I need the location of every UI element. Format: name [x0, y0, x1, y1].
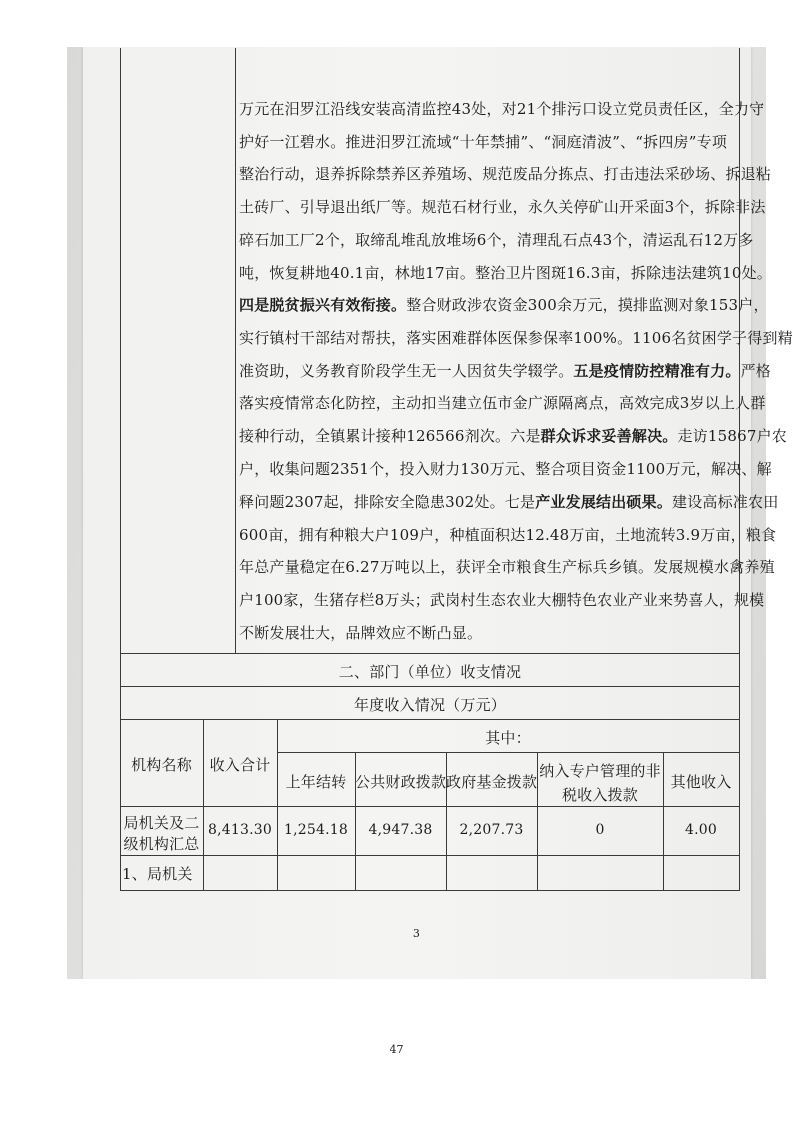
section-title: 二、部门（单位）收支情况 — [338, 663, 522, 681]
section-bottom-border — [120, 686, 740, 687]
paragraph-line-3: 整治行动，退养拆除禁养区养殖场、规范废品分拣点、打击违法采砂场、拆退粘 — [239, 165, 772, 183]
paragraph-line-1: 万元在汨罗江沿线安装高清监控43处，对21个排污口设立党员责任区，全力守 — [239, 100, 765, 118]
page-number: 3 — [412, 927, 421, 940]
row1-other: 4.00 — [685, 822, 717, 838]
paragraph-column-divider — [235, 48, 236, 653]
paragraph-line-14: 600亩，拥有种粮大户109户，种植面积达12.48万亩，土地流转3.9万亩，粮食 — [239, 526, 777, 544]
paragraph-line-9: 准资助，义务教育阶段学生无一人因贫失学辍学。五是疫情防控精准有力。严格 — [239, 362, 772, 380]
subheader-divider — [277, 752, 739, 753]
row1-total: 8,413.30 — [208, 822, 272, 838]
footer-number: 47 — [389, 1043, 404, 1056]
row2-bottom-border — [120, 890, 740, 891]
row1-org-line1: 局机关及二 — [123, 814, 200, 832]
row1-gov-fund: 2,207.73 — [459, 822, 524, 838]
header-nontax-line1: 纳入专户管理的非 — [539, 762, 661, 780]
paragraph-line-4: 土砖厂、引导退出纸厂等。规范石材行业，永久关停矿山开采面3个，拆除非法 — [239, 198, 766, 216]
paragraph-line-6: 吨，恢复耕地40.1亩，林地17亩。整治卫片图斑16.3亩，拆除违法建筑10处。 — [239, 264, 772, 282]
header-public-finance: 公共财政拨款 — [355, 773, 447, 791]
header-other-income: 其他收入 — [670, 773, 732, 791]
header-nontax-line2: 税收入拨款 — [561, 786, 638, 804]
header-total-income: 收入合计 — [209, 756, 271, 774]
paragraph-line-2: 护好一江碧水。推进汨罗江流域“十年禁捕”、“洞庭清波”、“拆四房”专项 — [239, 133, 728, 151]
row1-nontax: 0 — [595, 822, 605, 838]
section-top-border — [120, 653, 740, 654]
table-title: 年度收入情况（万元） — [353, 696, 506, 714]
header-gov-fund: 政府基金拨款 — [446, 773, 538, 791]
header-bottom-border — [120, 806, 740, 807]
paragraph-line-12: 户，收集问题2351个，投入财力130万元、整合项目资金1100万元，解决、解 — [239, 460, 772, 478]
paragraph-line-16: 户100家，生猪存栏8万头；武岗村生态农业大棚特色农业产业来势喜人，规模 — [239, 591, 765, 609]
paragraph-line-15: 年总产量稳定在6.27万吨以上，获评全市粮食生产标兵乡镇。发展规模水禽养殖 — [239, 558, 775, 576]
row1-public-finance: 4,947.38 — [368, 822, 433, 838]
header-org-name: 机构名称 — [131, 756, 192, 774]
paragraph-line-13: 释问题2307起，排除安全隐患302处。七是产业发展结出硕果。建设高标准农田 — [239, 493, 779, 511]
paragraph-line-10: 落实疫情常态化防控，主动扣当建立伍市金广源隔离点，高效完成3岁以上人群 — [239, 394, 766, 412]
paragraph-line-5: 碎石加工厂2个，取缔乱堆乱放堆场6个，清理乱石点43个，清运乱石12万多 — [239, 231, 754, 249]
row2-org: 1、局机关 — [122, 865, 193, 883]
header-carryover: 上年结转 — [285, 773, 347, 791]
paragraph-line-8: 实行镇村干部结对帮扶，落实困难群体医保参保率100%。1106名贫困学子得到精 — [239, 329, 793, 347]
paragraph-line-7: 四是脱贫振兴有效衔接。整合财政涉农资金300余万元，摸排监测对象153户， — [239, 296, 769, 314]
row1-carryover: 1,254.18 — [284, 822, 348, 838]
paragraph-line-17: 不断发展壮大，品牌效应不断凸显。 — [239, 624, 483, 642]
paragraph-line-11: 接种行动，全镇累计接种126566剂次。六是群众诉求妥善解决。走访15867户农 — [239, 427, 788, 445]
header-of-which: 其中： — [485, 729, 531, 747]
row1-org-line2: 级机构汇总 — [123, 835, 200, 853]
table-title-bottom-border — [120, 719, 740, 720]
row1-bottom-border — [120, 855, 740, 856]
col-divider-1 — [203, 719, 204, 890]
